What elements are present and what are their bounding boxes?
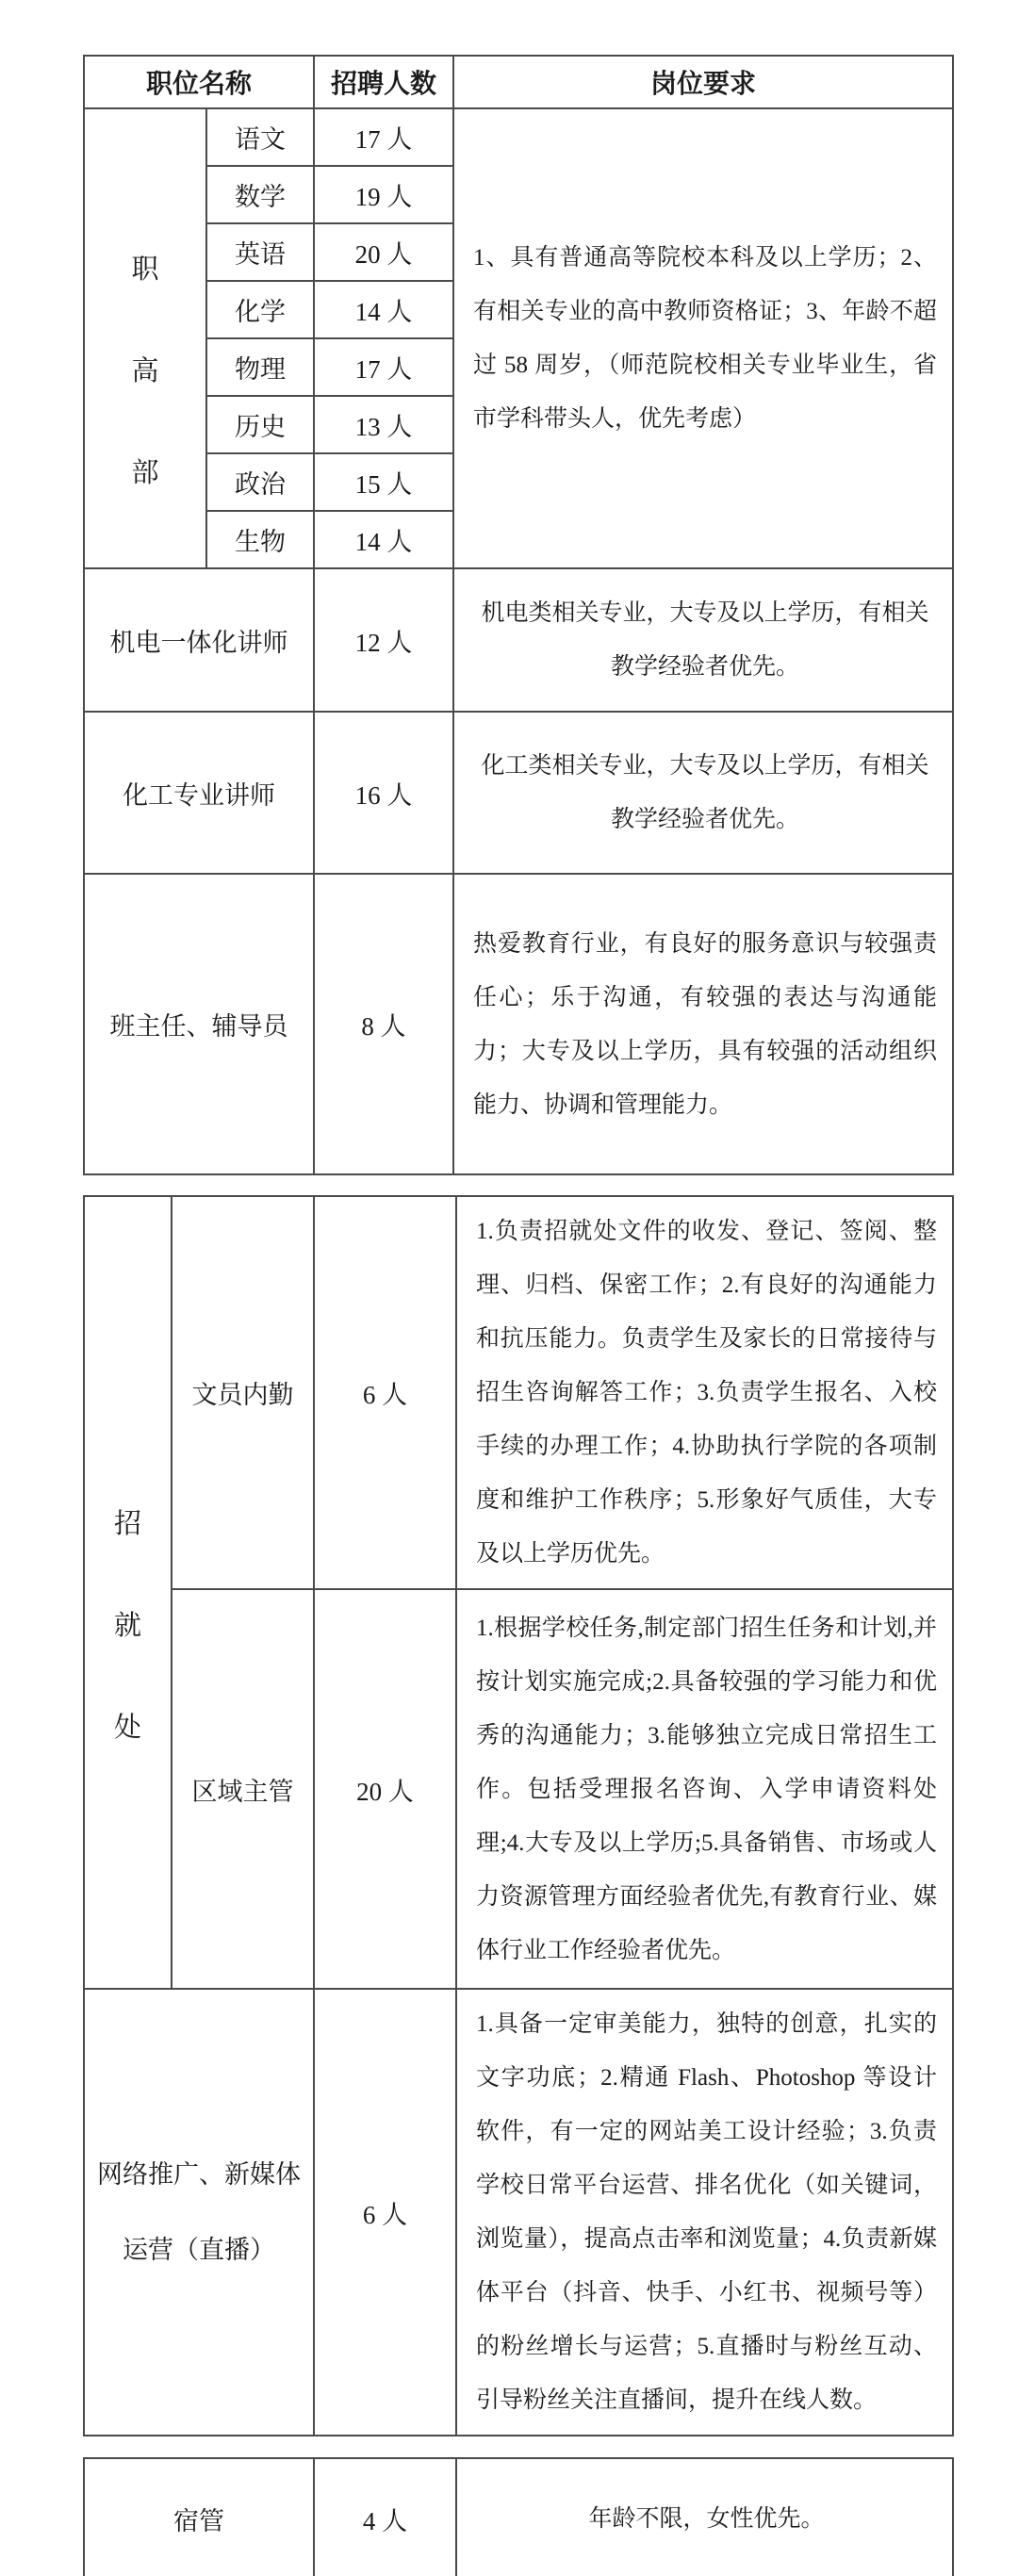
requirements-cell: 年龄不限，女性优先。 [456, 2458, 953, 2576]
subject-cell: 数学 [206, 166, 314, 223]
count-cell: 4 人 [314, 2458, 456, 2576]
header-cell-position: 职位名称 [84, 56, 314, 108]
table-row [84, 108, 953, 166]
count-cell: 12 人 [314, 568, 453, 712]
count-cell: 17 人 [314, 108, 453, 166]
requirements-cell: 1.根据学校任务,制定部门招生任务和计划,并按计划实施完成;2.具备较强的学习能力和优秀的沟通能力；3.能够独立完成日常招生工作。包括受理报名咨询、入学申请资料处理;4.大专及以上学历;5.具备销售、市场或人力资源管理方面经验者优先,有教育行业、媒体行业工作经验者优先。 [456, 1589, 953, 1989]
dept-cell-zhaojiuchu [84, 1196, 172, 1989]
requirements-cell: 化工类相关专业，大专及以上学历，有相关教学经验者优先。 [453, 712, 953, 874]
table-row [84, 874, 953, 1174]
table-row [84, 712, 953, 874]
dept-char: 高 [131, 356, 159, 386]
count-cell: 16 人 [314, 712, 453, 874]
subject-cell: 生物 [206, 511, 314, 568]
position-cell: 文员内勤 [172, 1196, 314, 1589]
requirements-cell: 1.负责招就处文件的收发、登记、签阅、整理、归档、保密工作；2.有良好的沟通能力和抗压能力。负责学生及家长的日常接待与招生咨询解答工作；3.负责学生报名、入校手续的办理工作；4.协助执行学院的各项制度和维护工作秩序；5.形象好气质佳，大专及以上学历优先。 [456, 1196, 953, 1589]
position-cell: 化工专业讲师 [84, 712, 314, 874]
requirements-cell: 热爱教育行业，有良好的服务意识与较强责任心；乐于沟通，有较强的表达与沟通能力；大专及以上学历，具有较强的活动组织能力、协调和管理能力。 [453, 874, 953, 1174]
count-cell: 6 人 [314, 1989, 456, 2436]
subject-cell: 化学 [206, 281, 314, 338]
count-cell: 8 人 [314, 874, 453, 1174]
header-cell-count: 招聘人数 [314, 56, 453, 108]
table-admissions-dept [83, 1195, 954, 2437]
subject-cell: 英语 [206, 223, 314, 281]
table-row [84, 1989, 953, 2436]
dept-char: 处 [113, 1712, 141, 1743]
count-cell: 19 人 [314, 166, 453, 223]
count-cell: 6 人 [314, 1196, 456, 1589]
subject-cell: 物理 [206, 338, 314, 396]
table-row [84, 2458, 953, 2576]
count-cell: 20 人 [314, 1589, 456, 1989]
subject-cell: 政治 [206, 453, 314, 511]
count-cell: 17 人 [314, 338, 453, 396]
table-row [84, 568, 953, 712]
table-row [84, 1589, 953, 1989]
subject-cell: 历史 [206, 396, 314, 453]
position-cell: 班主任、辅导员 [84, 874, 314, 1174]
count-cell: 20 人 [314, 223, 453, 281]
table-row [84, 1196, 953, 1589]
position-cell-media [84, 1989, 314, 2436]
count-cell: 14 人 [314, 511, 453, 568]
dept-char: 职 [131, 254, 159, 285]
header-row [84, 56, 953, 108]
position-cell: 宿管 [84, 2458, 314, 2576]
position-line: 网络推广、新媒体 [97, 2160, 301, 2189]
table-dorm-manager [83, 2457, 954, 2576]
position-cell: 区域主管 [172, 1589, 314, 1989]
count-cell: 13 人 [314, 396, 453, 453]
position-cell: 机电一体化讲师 [84, 568, 314, 712]
requirements-cell: 机电类相关专业，大专及以上学历，有相关教学经验者优先。 [453, 568, 953, 712]
count-cell: 15 人 [314, 453, 453, 511]
subject-cell: 语文 [206, 108, 314, 166]
position-line: 运营（直播） [123, 2236, 275, 2264]
header-cell-requirements: 岗位要求 [453, 56, 953, 108]
dept-char: 部 [131, 458, 159, 488]
requirements-cell-teachers: 1、具有普通高等院校本科及以上学历；2、有相关专业的高中教师资格证；3、年龄不超过 58 周岁，（师范院校相关专业毕业生，省市学科带头人，优先考虑） [453, 108, 953, 568]
table-vocational-dept [83, 55, 954, 1175]
count-cell: 14 人 [314, 281, 453, 338]
dept-char: 就 [113, 1610, 141, 1641]
dept-char: 招 [113, 1508, 141, 1539]
requirements-cell: 1.具备一定审美能力，独特的创意，扎实的文字功底；2.精通 Flash、Photoshop 等设计软件，有一定的网站美工设计经验；3.负责学校日常平台运营、排名优化（如关键词，浏览量），提高点击率和浏览量；4.负责新媒体平台（抖音、快手、小红书、视频号等）的粉丝增长与运营；5.直播时与粉丝互动、引导粉丝关注直播间，提升在线人数。 [456, 1989, 953, 2436]
dept-cell-zhigaobu [84, 108, 206, 568]
